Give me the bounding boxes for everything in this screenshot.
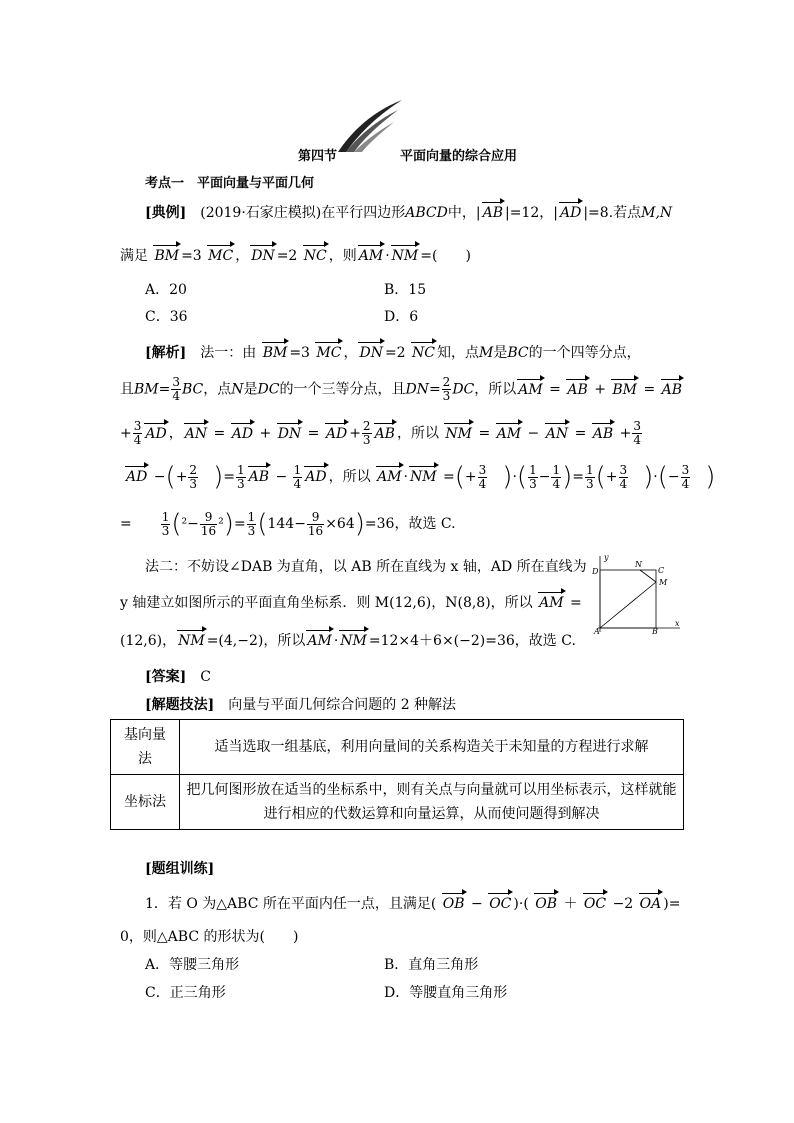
example-question-line2: 满足 BM =3 MC ， DN =2 NC ，则 AM · NM =( ) <box>120 248 471 264</box>
analysis-method2-line3: (12,6)， NM =(4,−2)，所以 AM · NM =12×4＋6×(−2)=36，故选 C. <box>120 633 576 649</box>
methods-table <box>110 719 684 830</box>
kaodian-heading: 考点一 平面向量与平面几何 <box>145 176 315 191</box>
option-c: C．36 <box>145 309 188 325</box>
figure-label-D: D <box>592 567 599 576</box>
analysis-method2-line1: 法二：不妨设∠DAB 为直角，以 AB 所在直线为 x 轴，AD 所在直线为 <box>145 559 587 575</box>
practice-heading: [题组训练] <box>145 861 215 877</box>
figure-label-M: M <box>659 578 668 587</box>
figure-label-x: x <box>675 619 680 628</box>
analysis-line4: AD −(+ $\frac{2}{3}$ )= $\frac{1}{3}$ AB − $\frac{1}{4}$ AD ，所以 AM · NM =(+ $\frac{3}{4}$ )·( $\frac{1}{3}$ − $\frac{1}{4}$ )= $\frac{1}{3}$ (+ $\frac{3}{4}$ )·(− $\frac{3}{4}$ ) <box>126 462 716 492</box>
practice-option-a: A．等腰三角形 <box>145 957 240 973</box>
analysis-line1: [解析] 法一：由 BM =3 MC ， DN =2 NC 知，点M是BC的一个四等分点， <box>145 345 641 361</box>
section-title: 平面向量的综合应用 <box>400 149 518 164</box>
practice-option-c: C．正三角形 <box>145 985 226 1001</box>
figure-label-N: N <box>635 560 642 569</box>
analysis-method2-line2: y 轴建立如图所示的平面直角坐标系．则 M(12,6)，N(8,8)，所以 AM = <box>120 595 582 611</box>
method-desc-cell: 把几何图形放在适当的坐标系中，则有关点与向量就可以用坐标表示，这样就能 进行相应的代数运算和向量运算，从而使问题得到解决 <box>180 775 684 830</box>
analysis-line2: 且BM= $\frac{3}{4}$ BC，点N是DC的一个三等分点，且DN= $\frac{2}{3}$ DC，所以 AM = AB + BM = AB <box>120 375 683 403</box>
section-number: 第四节 <box>298 149 338 164</box>
method-desc-cell: 适当选取一组基底，利用向量间的关系构造关于未知量的方程进行求解 <box>180 720 684 775</box>
figure-label-y: y <box>604 553 609 562</box>
option-d: D．6 <box>384 309 419 325</box>
practice-option-b: B．直角三角形 <box>384 957 479 973</box>
figure-label-A: A <box>594 627 600 634</box>
figure-label-B: B <box>652 627 658 634</box>
option-a: A．20 <box>145 282 187 298</box>
coordinate-figure <box>588 552 686 634</box>
table-row <box>111 720 684 775</box>
practice-option-d: D．等腰直角三角形 <box>384 985 508 1001</box>
method-name-cell: 基向量 法 <box>111 720 180 775</box>
technique-heading: [解题技法] 向量与平面几何综合问题的 2 种解法 <box>145 697 457 713</box>
option-b: B．15 <box>384 282 427 298</box>
example-question-line1: [典例] (2019·石家庄模拟)在平行四边形ABCD中，| AB |=12，| AD |=8.若点M,N <box>145 205 673 221</box>
header-swoosh-logo <box>336 98 406 154</box>
answer: [答案] C <box>145 669 211 685</box>
analysis-line3: + $\frac{3}{4}$ AD ， AN = AD + DN = AD + $\frac{2}{3}$ AB ，所以 NM = AM − AN = AB + $\frac{3}{4}$ <box>120 419 641 447</box>
table-row <box>111 775 684 830</box>
analysis-line5: = $\frac{1}{3}$ (²− $\frac{9}{16}$ ²)= $\frac{1}{3}$ (144− $\frac{9}{16}$ ×64)=36，故选 C. <box>120 509 456 539</box>
practice-q1-line1: 1．若 O 为△ABC 所在平面内任一点，且满足( OB − OC )·( OB ＋ OC −2 OA )= <box>145 896 681 912</box>
practice-q1-line2: 0，则△ABC 的形状为( ) <box>120 929 299 945</box>
figure-label-C: C <box>658 566 665 575</box>
method-name-cell: 坐标法 <box>111 775 180 830</box>
